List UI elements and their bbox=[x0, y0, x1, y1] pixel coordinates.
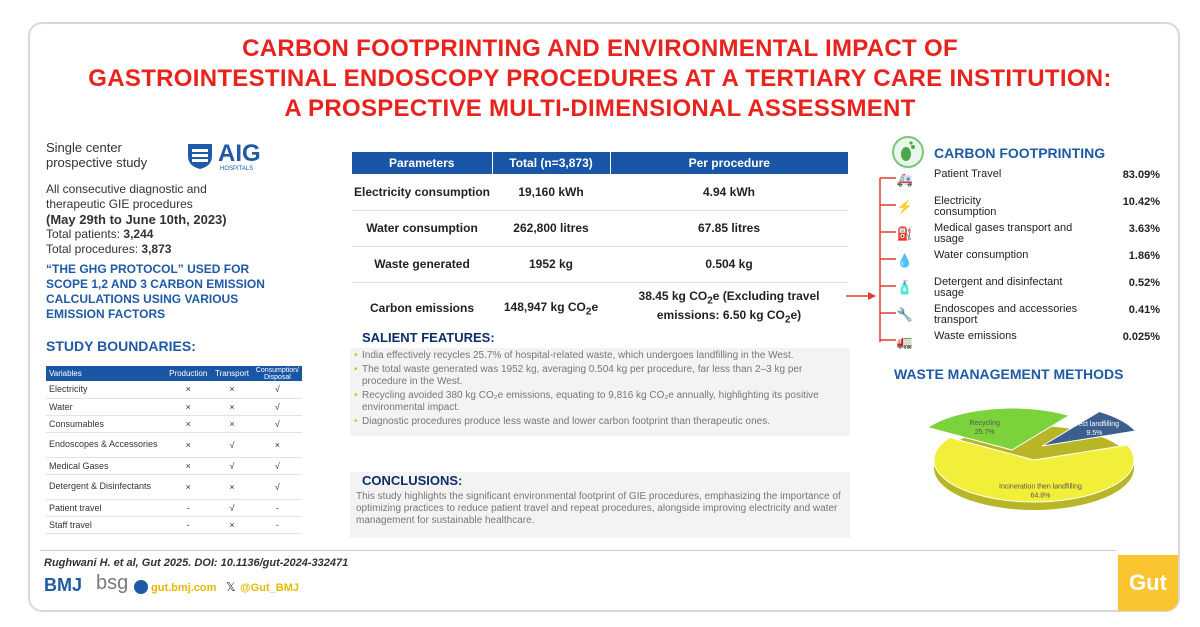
table-cell: Electricity bbox=[46, 381, 165, 398]
carbon-per-line-2: emissions: 6.50 kg CO bbox=[656, 308, 785, 323]
table-cell: × bbox=[165, 398, 211, 415]
pie-value-label: 64.8% bbox=[1030, 492, 1051, 500]
citation: Rughwani H. et al, Gut 2025. DOI: 10.1136/gut-2024-332471 bbox=[44, 557, 349, 569]
table-cell: Patient travel bbox=[46, 499, 165, 516]
title-line-3: A PROSPECTIVE MULTI-DIMENSIONAL ASSESSMENT bbox=[284, 95, 916, 122]
boundaries-table bbox=[46, 366, 302, 534]
footprint-label: Patient Travel bbox=[934, 168, 1002, 180]
total-cell: 262,800 litres bbox=[492, 210, 610, 246]
aig-shield-icon bbox=[186, 142, 214, 170]
waste-truck-icon: 🚛 bbox=[896, 334, 914, 349]
table-row bbox=[352, 210, 848, 246]
footprint-heading: CARBON FOOTPRINTING bbox=[934, 145, 1106, 161]
carbon-per-sub-2: 2 bbox=[784, 314, 791, 326]
table-cell: × bbox=[211, 381, 253, 398]
ghg-line-4: EMISSION FACTORS bbox=[46, 307, 166, 321]
footprint-item bbox=[896, 331, 1160, 357]
table-cell: × bbox=[165, 381, 211, 398]
table-cell: × bbox=[165, 432, 211, 457]
table-row bbox=[46, 398, 302, 415]
water-drop-icon: 💧 bbox=[896, 253, 914, 268]
endoscope-icon: 🔧 bbox=[896, 307, 914, 322]
table-cell: √ bbox=[253, 415, 302, 432]
footprint-label: Electricity consumption bbox=[934, 195, 997, 218]
footprint-label: Water consumption bbox=[934, 249, 1029, 261]
boundaries-heading: STUDY BOUNDARIES: bbox=[46, 338, 196, 354]
list-item: • Recycling avoided 380 kg CO₂e emissions, equating to 9,816 kg CO₂e annually, highlighting its positive environmental impact. bbox=[354, 390, 846, 414]
table-cell: × bbox=[211, 474, 253, 499]
table-cell: Consumables bbox=[46, 415, 165, 432]
table-row bbox=[46, 516, 302, 533]
salient-heading: SALIENT FEATURES: bbox=[362, 330, 495, 345]
study-type-line-2: prospective study bbox=[46, 155, 148, 170]
table-cell: √ bbox=[253, 381, 302, 398]
table-row bbox=[352, 282, 848, 334]
footprint-pct: 0.025% bbox=[1122, 331, 1160, 343]
bmj-logo: BMJ bbox=[44, 575, 83, 595]
table-cell: √ bbox=[211, 499, 253, 516]
footprint-icon bbox=[892, 136, 924, 168]
study-type bbox=[46, 140, 147, 170]
patients-label: Total patients: bbox=[46, 227, 124, 241]
footprint-pct: 0.52% bbox=[1128, 277, 1160, 289]
footprint-item bbox=[896, 169, 1160, 195]
param-cell: Waste generated bbox=[352, 246, 492, 282]
carbon-per-e-2: e) bbox=[790, 308, 802, 323]
boundaries-header-row bbox=[46, 366, 302, 381]
conclusions-heading: CONCLUSIONS: bbox=[362, 473, 463, 488]
plug-icon: ⚡ bbox=[896, 199, 914, 214]
footprint-pct: 0.41% bbox=[1128, 304, 1160, 316]
table-cell: × bbox=[211, 516, 253, 533]
per-cell bbox=[610, 282, 848, 334]
table-row bbox=[46, 457, 302, 474]
footprint-pct: 3.63% bbox=[1128, 223, 1160, 235]
bsg-logo: bsg bbox=[96, 572, 129, 594]
param-cell: Electricity consumption bbox=[352, 174, 492, 210]
desc-line-2: therapeutic GIE procedures bbox=[46, 197, 193, 211]
boundaries-header: Transport bbox=[211, 366, 253, 381]
social-handle[interactable]: @Gut_BMJ bbox=[240, 582, 300, 594]
footprint-item bbox=[896, 277, 1160, 303]
footprint-item bbox=[896, 304, 1160, 330]
table-row bbox=[46, 432, 302, 457]
footprint-label: Waste emissions bbox=[934, 330, 1017, 342]
detergent-icon: 🧴 bbox=[896, 280, 914, 295]
parameters-header: Total (n=3,873) bbox=[492, 152, 610, 174]
list-item: • The total waste generated was 1952 kg, averaging 0.504 kg per procedure, far less than 2–3 kg per procedure in the West. bbox=[354, 364, 846, 388]
aig-logo-sub: HOSPITALS bbox=[220, 166, 254, 172]
parameters-header: Parameters bbox=[352, 152, 492, 174]
table-cell: × bbox=[211, 415, 253, 432]
total-cell: 1952 kg bbox=[492, 246, 610, 282]
footprint-label: Endoscopes and accessories transport bbox=[934, 303, 1078, 326]
table-row bbox=[46, 381, 302, 398]
globe-icon bbox=[134, 580, 148, 594]
x-logo-icon: 𝕏 bbox=[226, 580, 236, 594]
table-cell: - bbox=[253, 516, 302, 533]
boundaries-header: Production bbox=[165, 366, 211, 381]
table-cell: √ bbox=[253, 398, 302, 415]
table-cell: × bbox=[165, 457, 211, 474]
aig-logo-text: AIG bbox=[218, 140, 261, 167]
table-cell: - bbox=[165, 516, 211, 533]
carbon-per-line-1: 38.45 kg CO bbox=[638, 288, 708, 303]
title-line-1: CARBON FOOTPRINTING AND ENVIRONMENTAL IMPACT OF bbox=[242, 35, 958, 62]
carbon-per-e-1: e (Excluding travel bbox=[712, 288, 820, 303]
ghg-line-1: “THE GHG PROTOCOL” USED FOR bbox=[46, 262, 250, 276]
carbon-total-e: e bbox=[591, 299, 599, 314]
boundaries-header: Consumption/ Disposal bbox=[253, 366, 302, 381]
gut-logo: Gut bbox=[1118, 555, 1178, 611]
footprint-label: Medical gases transport and usage bbox=[934, 222, 1073, 245]
table-row bbox=[352, 174, 848, 210]
study-description bbox=[46, 182, 296, 257]
footer-divider bbox=[40, 550, 1116, 551]
parameters-header-row bbox=[352, 152, 848, 174]
list-item: • Diagnostic procedures produce less waste and lower carbon footprint than therapeutic ones. bbox=[354, 416, 846, 428]
procedures-label: Total procedures: bbox=[46, 242, 142, 256]
carbon-total-sub: 2 bbox=[585, 305, 592, 317]
total-cell: 19,160 kWh bbox=[492, 174, 610, 210]
procedures-value: 3,873 bbox=[141, 242, 172, 256]
parameters-header: Per procedure bbox=[610, 152, 848, 174]
table-cell: Endoscopes & Accessories bbox=[46, 432, 165, 457]
carbon-per-sub-1: 2 bbox=[707, 295, 713, 307]
conclusions-text: This study highlights the significant environmental footprint of GIE procedures, emphasizing the importance of optimizing practices to reduce patient travel and repeat procedures, alongside improving electricity and water management for sustainable healthcare. bbox=[356, 491, 841, 526]
footprint-pct: 10.42% bbox=[1122, 196, 1160, 208]
salient-features-list bbox=[350, 348, 850, 436]
param-cell: Water consumption bbox=[352, 210, 492, 246]
title-line-2: GASTROINTESTINAL ENDOSCOPY PROCEDURES AT A TERTIARY CARE INSTITUTION: bbox=[88, 65, 1112, 92]
table-cell: √ bbox=[253, 457, 302, 474]
journal-url[interactable]: gut.bmj.com bbox=[151, 582, 217, 594]
table-row bbox=[352, 246, 848, 282]
table-cell: - bbox=[165, 499, 211, 516]
table-cell: - bbox=[253, 499, 302, 516]
table-cell: Water bbox=[46, 398, 165, 415]
pie-label: Recycling bbox=[969, 419, 1000, 427]
pie-label: Direct landfilling bbox=[1069, 420, 1120, 428]
aig-logo bbox=[186, 140, 261, 175]
ghg-line-2: SCOPE 1,2 AND 3 CARBON EMISSION bbox=[46, 277, 265, 291]
table-cell: √ bbox=[253, 474, 302, 499]
table-cell: × bbox=[253, 432, 302, 457]
pie-value-label: 25.7% bbox=[974, 428, 995, 436]
ghg-protocol-note bbox=[46, 262, 326, 322]
per-cell: 0.504 kg bbox=[610, 246, 848, 282]
list-item: • India effectively recycles 25.7% of hospital-related waste, which undergoes landfilling in the West. bbox=[354, 350, 846, 362]
table-cell: Medical Gases bbox=[46, 457, 165, 474]
table-row bbox=[46, 499, 302, 516]
carbon-total-text: 148,947 kg CO bbox=[503, 299, 586, 314]
param-cell: Carbon emissions bbox=[369, 301, 475, 316]
poster-title bbox=[40, 34, 1160, 124]
parameters-table bbox=[352, 152, 848, 334]
table-cell: Staff travel bbox=[46, 516, 165, 533]
waste-heading: WASTE MANAGEMENT METHODS bbox=[894, 366, 1124, 382]
table-cell: √ bbox=[211, 457, 253, 474]
footprint-item bbox=[896, 250, 1160, 276]
footprint-item bbox=[896, 223, 1160, 249]
table-cell: × bbox=[165, 474, 211, 499]
waste-pie-chart bbox=[906, 388, 1170, 524]
footprint-shape bbox=[894, 138, 922, 166]
table-row bbox=[46, 474, 302, 499]
study-type-line-1: Single center bbox=[46, 140, 122, 155]
per-cell: 67.85 litres bbox=[610, 210, 848, 246]
desc-line-1: All consecutive diagnostic and bbox=[46, 182, 207, 196]
table-cell: × bbox=[165, 415, 211, 432]
total-cell bbox=[492, 282, 610, 334]
pie-value-label: 9.5% bbox=[1086, 429, 1103, 437]
table-cell: Detergent & Disinfectants bbox=[46, 474, 165, 499]
study-dates: (May 29th to June 10th, 2023) bbox=[46, 212, 227, 227]
arrow-icon bbox=[846, 290, 876, 302]
per-cell: 4.94 kWh bbox=[610, 174, 848, 210]
table-row bbox=[46, 415, 302, 432]
table-cell: × bbox=[211, 398, 253, 415]
footprint-pct: 1.86% bbox=[1128, 250, 1160, 262]
footprint-item bbox=[896, 196, 1160, 222]
footprint-pct: 83.09% bbox=[1122, 169, 1160, 181]
gas-cylinder-icon: ⛽ bbox=[896, 226, 914, 241]
pie-label: Incineration then landfilling bbox=[999, 483, 1082, 491]
ghg-line-3: CALCULATIONS USING VARIOUS bbox=[46, 292, 239, 306]
ambulance-icon: 🚑 bbox=[896, 172, 914, 187]
footprint-label: Detergent and disinfectant usage bbox=[934, 276, 1063, 299]
table-cell: √ bbox=[211, 432, 253, 457]
patients-value: 3,244 bbox=[123, 227, 154, 241]
boundaries-header: Variables bbox=[46, 366, 165, 381]
